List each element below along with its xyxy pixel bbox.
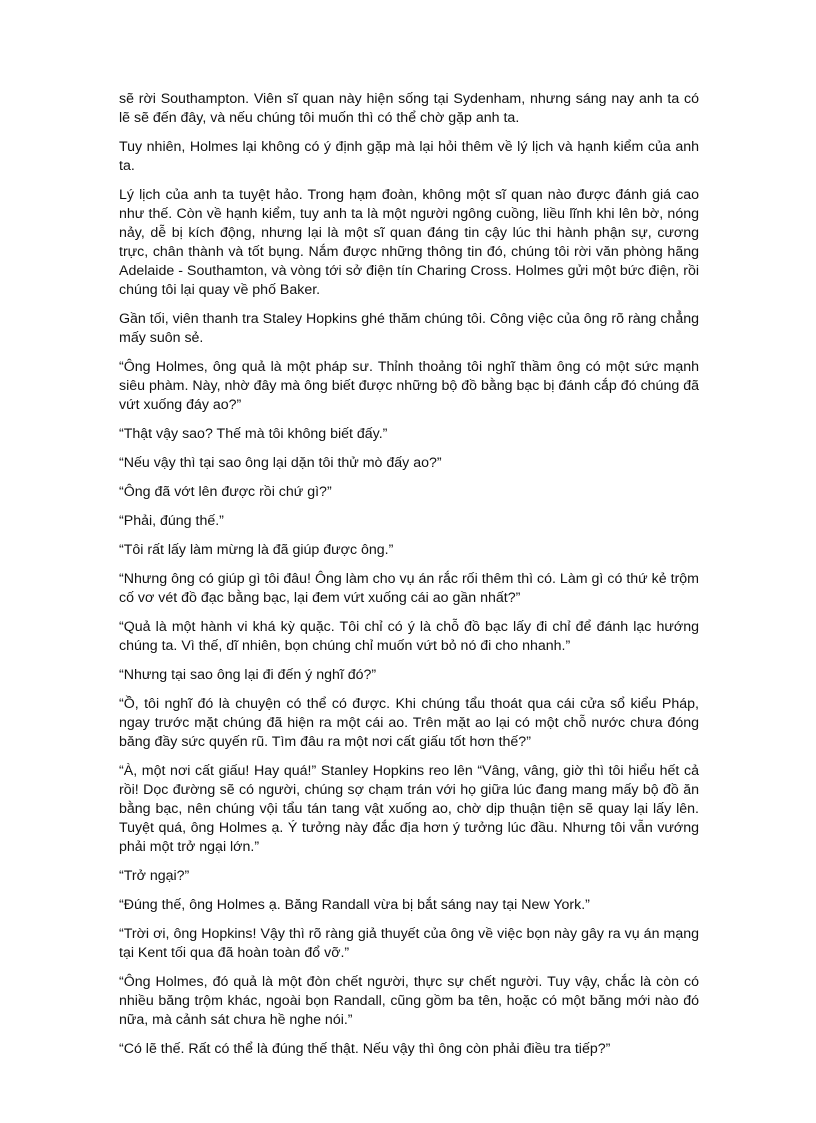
- paragraph: “Nhưng ông có giúp gì tôi đâu! Ông làm cho vụ án rắc rối thêm thì có. Làm gì có thứ kẻ trộm cố vơ vét đồ đạc bằng bạc, lại đem vứt xuống cái ao gần nhất?”: [119, 571, 699, 606]
- paragraph: “Phải, đúng thế.”: [119, 513, 224, 529]
- document-body: [119, 90, 699, 1069]
- paragraph: “Nếu vậy thì tại sao ông lại dặn tôi thử mò đấy ao?”: [119, 455, 442, 471]
- paragraph: “Có lẽ thế. Rất có thể là đúng thế thật. Nếu vậy thì ông còn phải điều tra tiếp?”: [119, 1041, 611, 1057]
- paragraph: “Trời ơi, ông Hopkins! Vậy thì rõ ràng giả thuyết của ông về việc bọn này gây ra vụ án mạng tại Kent tối qua đã hoàn toàn đổ vỡ.”: [119, 926, 699, 961]
- paragraph: “Quả là một hành vi khá kỳ quặc. Tôi chỉ có ý là chỗ đồ bạc lấy đi chỉ để đánh lạc hướng chúng ta. Vì thế, dĩ nhiên, bọn chúng chỉ muốn vứt bỏ nó đi cho nhanh.”: [119, 619, 699, 654]
- paragraph: Lý lịch của anh ta tuyệt hảo. Trong hạm đoàn, không một sĩ quan nào được đánh giá cao như thế. Còn về hạnh kiểm, tuy anh ta là một người ngông cuồng, liều lĩnh khi lên bờ, nóng nảy, dễ bị kích động, nhưng lại là một sĩ quan đáng tin cậy lúc thi hành phận sự, cương trực, chân thành và tốt bụng. Nắm được những thông tin đó, chúng tôi rời văn phòng hãng Adelaide - Southamton, và vòng tới sở điện tín Charing Cross. Holmes gửi một bức điện, rồi chúng tôi lại quay về phố Baker.: [119, 187, 699, 298]
- paragraph: “Trở ngại?”: [119, 868, 190, 884]
- paragraph: Tuy nhiên, Holmes lại không có ý định gặp mà lại hỏi thêm về lý lịch và hạnh kiểm của anh ta.: [119, 139, 699, 174]
- paragraph: “Ông Holmes, đó quả là một đòn chết người, thực sự chết người. Tuy vậy, chắc là còn có nhiều băng trộm khác, ngoài bọn Randall, cũng gồm ba tên, hoặc có một băng mới nào đó nữa, mà cảnh sát chưa hề nghe nói.”: [119, 974, 699, 1028]
- paragraph: “Ông Holmes, ông quả là một pháp sư. Thỉnh thoảng tôi nghĩ thầm ông có một sức mạnh siêu phàm. Này, nhờ đây mà ông biết được những bộ đồ bằng bạc bị đánh cắp đó chúng đã vứt xuống đáy ao?”: [119, 359, 699, 413]
- paragraph: “Thật vậy sao? Thế mà tôi không biết đấy.”: [119, 426, 388, 442]
- paragraph: “Tôi rất lấy làm mừng là đã giúp được ông.”: [119, 542, 394, 558]
- paragraph: “Nhưng tại sao ông lại đi đến ý nghĩ đó?”: [119, 667, 377, 683]
- paragraph: “Đúng thế, ông Holmes ạ. Băng Randall vừa bị bắt sáng nay tại New York.”: [119, 897, 590, 913]
- paragraph: “À, một nơi cất giấu! Hay quá!” Stanley Hopkins reo lên “Vâng, vâng, giờ thì tôi hiểu hết cả rồi! Dọc đường sẽ có người, chúng sợ chạm trán với họ giữa lúc đang mang mấy bộ đồ ăn bằng bạc, nên chúng vội tẩu tán tang vật xuống ao, chờ dịp thuận tiện sẽ quay lại lấy lên. Tuyệt quá, ông Holmes ạ. Ý tưởng này đắc địa hơn ý tưởng lúc đầu. Nhưng tôi vẫn vướng phải một trở ngại lớn.”: [119, 763, 699, 855]
- paragraph: Gần tối, viên thanh tra Staley Hopkins ghé thăm chúng tôi. Công việc của ông rõ ràng chẳng mấy suôn sẻ.: [119, 311, 699, 346]
- paragraph: “Ông đã vớt lên được rồi chứ gì?”: [119, 484, 332, 500]
- paragraph: “Ồ, tôi nghĩ đó là chuyện có thể có được. Khi chúng tẩu thoát qua cái cửa sổ kiểu Pháp, ngay trước mặt chúng đã hiện ra một cái ao. Trên mặt ao lại có một chỗ nước chưa đóng băng đầy sức quyến rũ. Tìm đâu ra một nơi cất giấu tốt hơn thế?”: [119, 696, 699, 750]
- paragraph: sẽ rời Southampton. Viên sĩ quan này hiện sống tại Sydenham, nhưng sáng nay anh ta có lẽ sẽ đến đây, và nếu chúng tôi muốn thì có thể chờ gặp anh ta.: [119, 91, 699, 126]
